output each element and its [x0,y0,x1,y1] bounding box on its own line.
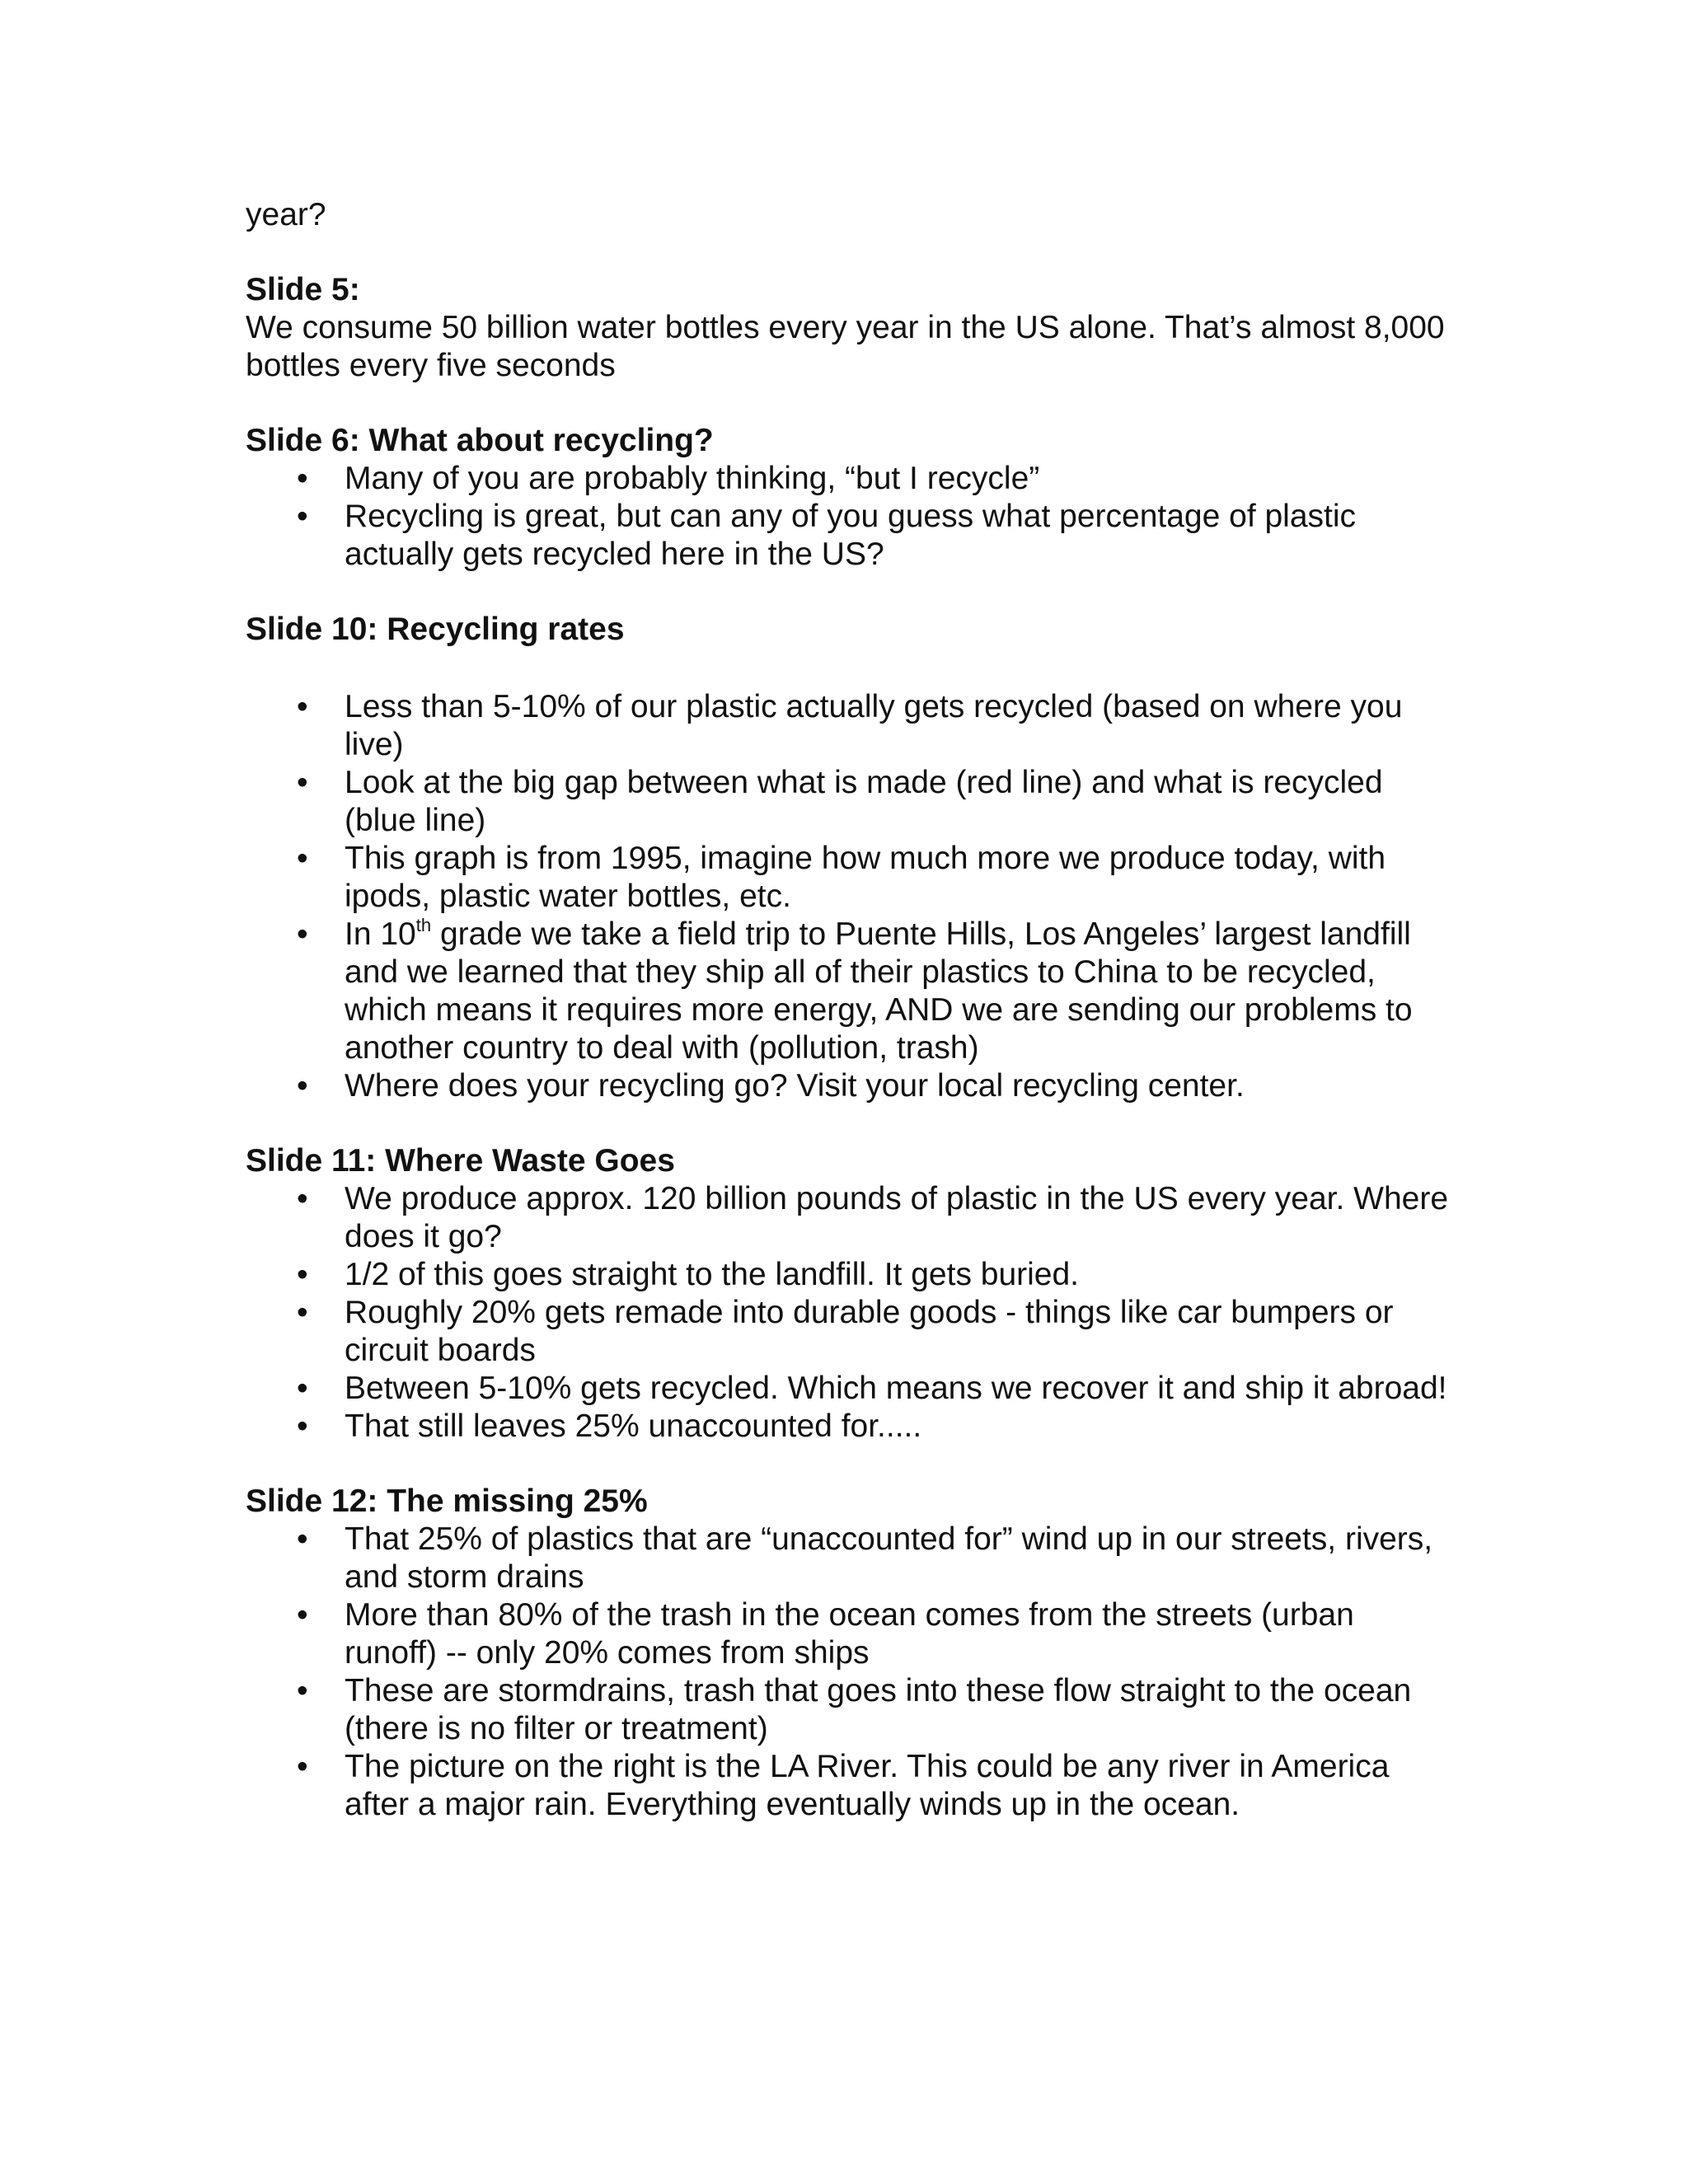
bullet-icon: • [297,1749,308,1784]
list-item [246,1408,1449,1446]
list-item-text: The picture on the right is the LA River. This could be any river in America after a major rain. Everything eventually winds up in the ocean. [345,1749,1390,1822]
list-item [246,1294,1449,1370]
list-item-text: These are stormdrains, trash that goes into these flow straight to the ocean (there is no filter or treatment) [345,1673,1412,1746]
bullet-list [246,460,1449,574]
section-heading: Slide 12: The missing 25% [246,1483,648,1519]
section-heading: Slide 6: What about recycling? [246,423,714,458]
section-heading: Slide 11: Where Waste Goes [246,1143,675,1179]
bullet-icon: • [297,1673,308,1708]
list-item [246,1067,1449,1105]
bullet-icon: • [297,1408,308,1444]
list-item [246,460,1449,498]
bullet-icon: • [297,1597,308,1633]
list-item [246,1748,1449,1824]
bullet-icon: • [297,1371,308,1406]
bullet-icon: • [297,1521,308,1557]
list-item-text: Where does your recycling go? Visit your local recycling center. [345,1068,1245,1104]
section-paragraph: We consume 50 billion water bottles every year in the US alone. That’s almost 8,000 bottles every five seconds [246,310,1445,383]
list-item [246,1256,1449,1294]
list-item-text: Less than 5-10% of our plastic actually gets recycled (based on where you live) [345,689,1403,762]
list-item [246,916,1449,1067]
bullet-icon: • [297,1257,308,1292]
list-item-text: Between 5-10% gets recycled. Which means we recover it and ship it abroad! [345,1371,1447,1406]
bullet-icon: • [297,765,308,800]
section-slide-5 [246,271,1449,385]
list-item-text: Many of you are probably thinking, “but I recycle” [345,461,1040,496]
bullet-list [246,1180,1449,1446]
list-item [246,840,1449,916]
list-item-text: Roughly 20% gets remade into durable goods - things like car bumpers or circuit boards [345,1295,1394,1368]
list-item-text: That still leaves 25% unaccounted for..... [345,1408,922,1444]
section-heading: Slide 5: [246,272,360,307]
bullet-icon: • [297,689,308,724]
list-item-text: More than 80% of the trash in the ocean comes from the streets (urban runoff) -- only 20% comes from ships [345,1597,1354,1671]
list-item-text: 1/2 of this goes straight to the landfill. It gets buried. [345,1257,1080,1292]
section-slide-10 [246,611,1449,1105]
bullet-icon: • [297,1181,308,1216]
list-item [246,1370,1449,1408]
bullet-icon: • [297,916,308,952]
list-item [246,1672,1449,1748]
text-segment: In 10 [345,916,416,952]
superscript-text: th [415,915,432,935]
list-item-text: We produce approx. 120 billion pounds of plastic in the US every year. Where does it go? [345,1181,1449,1254]
list-item-text: That 25% of plastics that are “unaccounted for” wind up in our streets, rivers, and storm drains [345,1521,1433,1595]
section-slide-11 [246,1142,1449,1446]
list-item [246,1521,1449,1596]
list-item [246,1180,1449,1256]
bullet-icon: • [297,1295,308,1330]
section-slide-12 [246,1483,1449,1824]
list-item-text: This graph is from 1995, imagine how much more we produce today, with ipods, plastic water bottles, etc. [345,841,1386,914]
section-slide-6 [246,422,1449,574]
section-heading: Slide 10: Recycling rates [246,612,625,647]
document-page [246,196,1449,1824]
bullet-list [246,688,1449,1105]
bullet-icon: • [297,1068,308,1104]
list-item-text: Recycling is great, but can any of you guess what percentage of plastic actually gets recycled here in the US? [345,499,1357,572]
list-item [246,764,1449,840]
bullet-icon: • [297,841,308,876]
intro-text: year? [246,197,326,232]
list-item-text [345,916,1413,1066]
list-item [246,688,1449,764]
bullet-icon: • [297,499,308,534]
text-segment: grade we take a field trip to Puente Hills, Los Angeles’ largest landfill and we learned that they ship all of their plastics to China to be recycled, which means it requires more energy, AND we are sending our problems to another country to deal with (pollution, trash) [345,916,1413,1066]
list-item [246,1596,1449,1672]
bullet-icon: • [297,461,308,496]
list-item-text: Look at the big gap between what is made (red line) and what is recycled (blue line) [345,765,1383,838]
list-item [246,498,1449,574]
bullet-list [246,1521,1449,1824]
